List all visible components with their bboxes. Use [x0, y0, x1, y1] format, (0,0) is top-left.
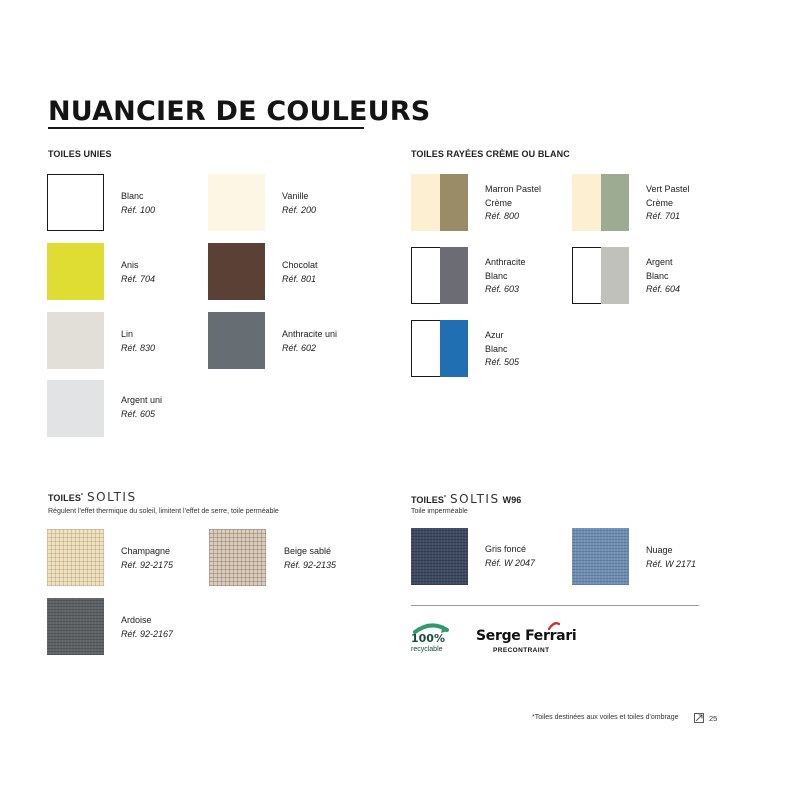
label-champagne — [121, 545, 173, 572]
swatch-name: Beige sablé — [284, 546, 332, 556]
stripe-right — [440, 247, 468, 304]
swatch-name: Gris foncé — [485, 544, 527, 554]
swatch-ref: Réf. 830 — [121, 342, 156, 353]
section-heading-rayees: TOILES RAYÉES CRÈME OU BLANC — [411, 149, 570, 159]
swatch-anthracite-uni — [208, 312, 265, 369]
swatch-ref: Réf. 800 — [485, 211, 520, 221]
swatch-name-line1: Marron Pastel — [485, 184, 542, 194]
swatch-anthracite-blanc — [411, 247, 468, 304]
swatch-name-line2: Crème — [646, 197, 674, 208]
swatch-name-line1: Azur — [485, 330, 504, 340]
section-subtitle-soltis: Régulent l'effet thermique du soleil, limitent l'effet de serre, toile perméable — [48, 508, 279, 515]
swatch-marron-pastel — [411, 174, 468, 231]
swatch-chocolat — [208, 243, 265, 300]
label-blanc — [121, 190, 155, 217]
label-argent-uni — [121, 394, 162, 421]
recyclable-percent: 100% — [411, 632, 445, 645]
swatch-ref: Réf. W 2047 — [485, 557, 536, 568]
section-heading-soltis — [48, 490, 137, 504]
swatch-gris-fonce — [411, 528, 468, 585]
swatch-name: Blanc — [121, 191, 144, 201]
brand-mark-icon — [548, 622, 560, 630]
swatch-argent-blanc — [572, 247, 629, 304]
label-anthracite-uni — [282, 328, 337, 355]
swatch-name-line2: Blanc — [646, 270, 669, 281]
swatch-beige-sable — [209, 529, 266, 586]
swatch-ref: Réf. 602 — [282, 342, 317, 353]
swatch-name: Champagne — [121, 546, 171, 556]
swatch-ref: Réf. 701 — [646, 211, 681, 221]
swatch-name-line2: Crème — [485, 197, 513, 208]
swatch-azur-blanc — [411, 320, 468, 377]
swatch-ref: Réf. W 2171 — [646, 558, 697, 569]
swatch-name-line2: Blanc — [485, 270, 508, 281]
swatch-name-line1: Vert Pastel — [646, 184, 690, 194]
swatch-lin — [47, 312, 104, 369]
swatch-anis — [47, 243, 104, 300]
swatch-vanille — [208, 174, 265, 231]
swatch-ref: Réf. 704 — [121, 273, 156, 284]
asterisk: * — [80, 493, 83, 499]
swatch-ref: Réf. 603 — [485, 284, 520, 294]
swatch-champagne — [47, 529, 104, 586]
swatch-ref: Réf. 505 — [485, 357, 520, 367]
stripe-right — [601, 247, 629, 304]
section-heading-soltis-w96 — [411, 492, 521, 506]
swatch-blanc — [47, 174, 104, 231]
label-vanille — [282, 190, 316, 217]
swatch-name-line1: Argent — [646, 257, 673, 267]
stripe-right — [440, 174, 469, 231]
swatch-ref: Réf. 200 — [282, 204, 317, 215]
stripe-left — [411, 174, 440, 231]
heading-text: TOILES — [48, 493, 81, 503]
divider — [411, 605, 699, 606]
swatch-name: Ardoise — [121, 615, 152, 625]
asterisk: * — [443, 495, 446, 501]
brand-name: Serge Ferrari — [476, 628, 577, 644]
label-azur-blanc — [485, 329, 519, 370]
label-gris-fonce — [485, 543, 535, 570]
label-argent-blanc — [646, 256, 680, 297]
swatch-ref: Réf. 801 — [282, 273, 317, 284]
label-anis — [121, 259, 155, 286]
section-heading-unies: TOILES UNIES — [48, 149, 112, 159]
stripe-right — [440, 320, 468, 377]
swatch-name: Vanille — [282, 191, 309, 201]
page-corner-icon — [694, 713, 704, 723]
label-nuage — [646, 544, 696, 571]
label-vert-pastel — [646, 183, 690, 224]
label-chocolat — [282, 259, 318, 286]
swatch-ardoise — [47, 598, 104, 655]
label-anthracite-blanc — [485, 256, 526, 297]
swatch-name: Argent uni — [121, 395, 163, 405]
soltis-brand: SOLTIS — [87, 490, 137, 504]
swatch-name: Anthracite uni — [282, 329, 338, 339]
swatch-name: Anis — [121, 260, 139, 270]
swatch-ref: Réf. 92-2175 — [121, 559, 174, 570]
stripe-left — [411, 320, 440, 377]
soltis-suffix: W96 — [502, 495, 522, 505]
swatch-name: Chocolat — [282, 260, 318, 270]
page-number: 25 — [709, 714, 718, 723]
swatch-argent-uni — [47, 380, 104, 437]
swatch-ref: Réf. 605 — [121, 408, 156, 419]
stripe-right — [601, 174, 630, 231]
swatch-ref: Réf. 92-2167 — [121, 628, 174, 639]
swatch-name: Nuage — [646, 545, 673, 555]
stripe-left — [411, 247, 440, 304]
swatch-ref: Réf. 100 — [121, 204, 156, 215]
swatch-vert-pastel — [572, 174, 629, 231]
stripe-left — [572, 174, 601, 231]
page-title: NUANCIER DE COULEURS — [48, 96, 431, 127]
label-marron-pastel — [485, 183, 541, 224]
label-beige-sable — [284, 545, 336, 572]
footer-note: *Toiles destinées aux voiles et toiles d'ombrage — [532, 714, 679, 721]
swatch-ref: Réf. 92-2135 — [284, 559, 337, 570]
section-subtitle-soltis-w96: Toile imperméable — [411, 508, 468, 515]
swatch-ref: Réf. 604 — [646, 284, 681, 294]
swatch-nuage — [572, 528, 629, 585]
soltis-brand: SOLTIS — [450, 492, 500, 506]
swatch-name: Lin — [121, 329, 134, 339]
label-ardoise — [121, 614, 173, 641]
title-underline — [48, 127, 364, 129]
recyclable-word: recyclable — [411, 646, 443, 653]
swatch-name-line2: Blanc — [485, 343, 508, 354]
label-lin — [121, 328, 155, 355]
swatch-name-line1: Anthracite — [485, 257, 526, 267]
heading-text: TOILES — [411, 495, 444, 505]
brand-subtitle: PRECONTRAINT — [493, 647, 550, 654]
stripe-left — [572, 247, 601, 304]
